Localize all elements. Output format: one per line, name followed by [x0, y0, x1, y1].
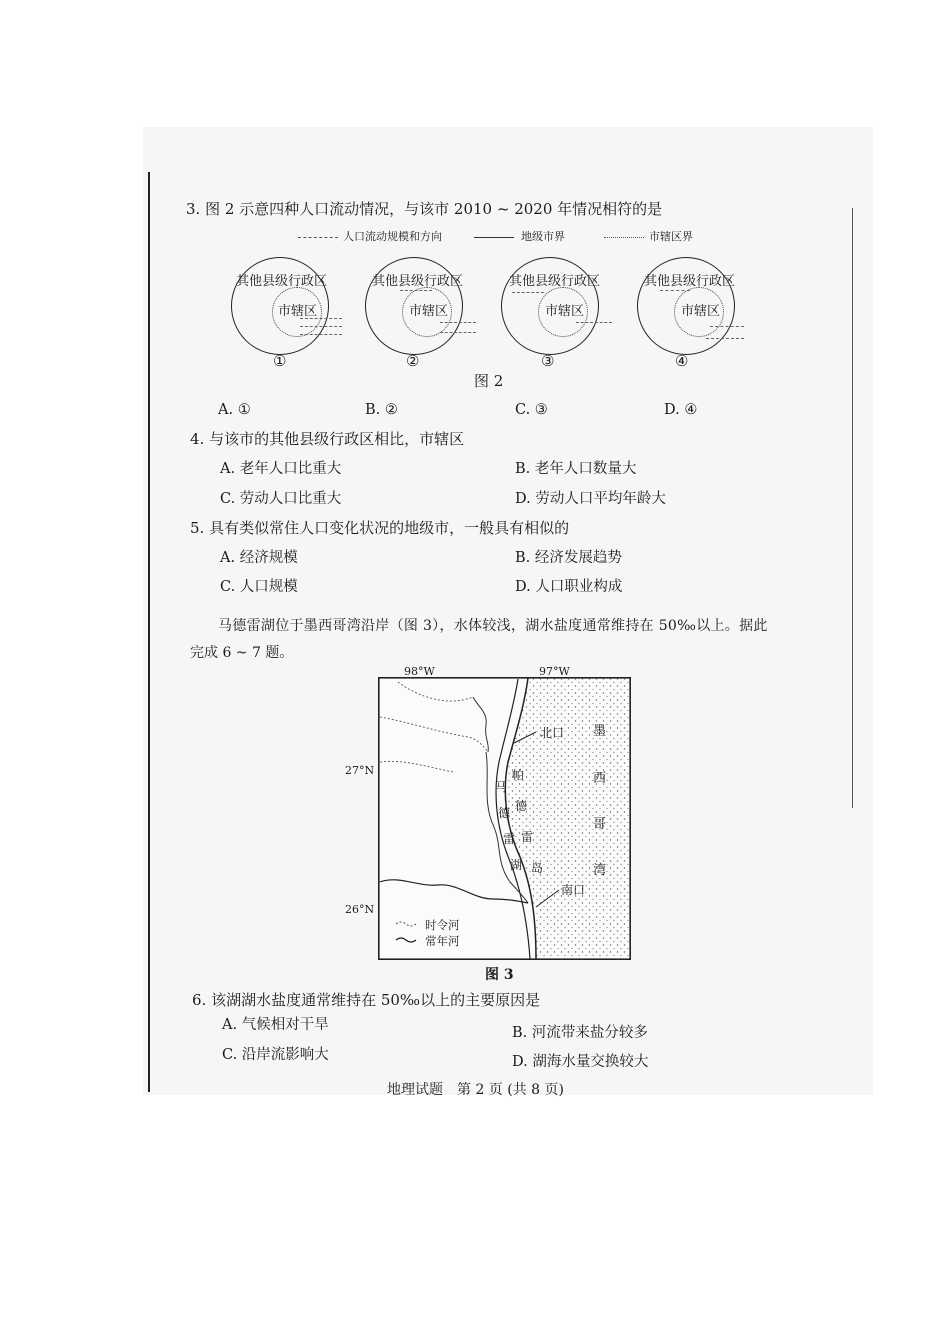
diagram-4-number: ④ [675, 352, 689, 370]
map-lon-98: 98°W [404, 665, 435, 678]
map-lat-26: 26°N [345, 903, 375, 916]
island-char-2: 德 [515, 799, 528, 813]
intro-line-1: 马德雷湖位于墨西哥湾沿岸（图 3），水体较浅，湖水盐度通常维持在 50‰以上。据此 [218, 618, 768, 634]
q4-option-d[interactable]: D. 劳动人口平均年龄大 [515, 491, 666, 507]
q3-option-b[interactable]: B. ② [365, 402, 398, 418]
q3-option-a[interactable]: A. ① [218, 402, 251, 418]
legend-seasonal-river: 时令河 [425, 918, 460, 932]
gulf-char-4: 湾 [593, 863, 607, 878]
lake-char-4: 湖 [510, 858, 523, 872]
q5-option-a[interactable]: A. 经济规模 [220, 550, 298, 566]
q6-option-b[interactable]: B. 河流带来盐分较多 [512, 1025, 648, 1041]
gulf-char-1: 墨 [593, 724, 607, 739]
q4-stem: 4. 与该市的其他县级行政区相比，市辖区 [190, 430, 465, 448]
legend-city-boundary: 地级市界 [521, 230, 565, 243]
legend-district-boundary: 市辖区界 [649, 230, 693, 243]
diagram-2-number: ② [406, 352, 420, 370]
page-footer: 地理试题 第 2 页 (共 8 页) [387, 1082, 564, 1098]
lake-char-2: 德 [498, 806, 511, 820]
lake-char-3: 雷 [503, 832, 516, 846]
q6-option-d[interactable]: D. 湖海水量交换较大 [512, 1054, 649, 1070]
q6-option-a[interactable]: A. 气候相对干旱 [222, 1017, 329, 1033]
q4-option-a[interactable]: A. 老年人口比重大 [220, 461, 342, 477]
intro-line-2: 完成 6 ~ 7 题。 [190, 645, 294, 661]
gulf-char-2: 西 [593, 771, 607, 786]
q3-stem: 3. 图 2 示意四种人口流动情况，与该市 2010 ~ 2020 年情况相符的是 [186, 200, 663, 218]
q3-option-d[interactable]: D. ④ [664, 402, 698, 418]
q5-option-c[interactable]: C. 人口规模 [220, 579, 298, 595]
lake-char-1: 马 [495, 780, 508, 794]
map-lon-97: 97°W [539, 665, 570, 678]
q5-stem: 5. 具有类似常住人口变化状况的地级市，一般具有相似的 [190, 519, 570, 537]
q6-stem: 6. 该湖湖水盐度通常维持在 50‰以上的主要原因是 [192, 991, 541, 1009]
north-inlet-label: 北口 [540, 726, 565, 740]
q3-option-c[interactable]: C. ③ [515, 402, 548, 418]
gulf-char-3: 哥 [593, 817, 607, 832]
figure2-caption: 图 2 [474, 372, 504, 390]
island-char-4: 岛 [531, 861, 544, 875]
q4-option-c[interactable]: C. 劳动人口比重大 [220, 491, 342, 507]
right-margin-line [852, 208, 853, 808]
q5-option-d[interactable]: D. 人口职业构成 [515, 579, 623, 595]
map-lat-27: 27°N [345, 764, 375, 777]
q5-option-b[interactable]: B. 经济发展趋势 [515, 550, 622, 566]
q6-option-c[interactable]: C. 沿岸流影响大 [222, 1047, 329, 1063]
legend-flow: 人口流动规模和方向 [343, 230, 442, 243]
island-char-1: 帕 [512, 768, 525, 782]
left-margin-line [148, 172, 150, 1092]
figure3-caption: 图 3 [485, 967, 514, 983]
legend-perennial-river: 常年河 [425, 934, 460, 948]
island-char-3: 雷 [521, 830, 534, 844]
diagram-1-number: ① [273, 352, 287, 370]
q4-option-b[interactable]: B. 老年人口数量大 [515, 461, 637, 477]
diagram-3-number: ③ [541, 352, 555, 370]
south-inlet-label: 南口 [561, 883, 586, 897]
